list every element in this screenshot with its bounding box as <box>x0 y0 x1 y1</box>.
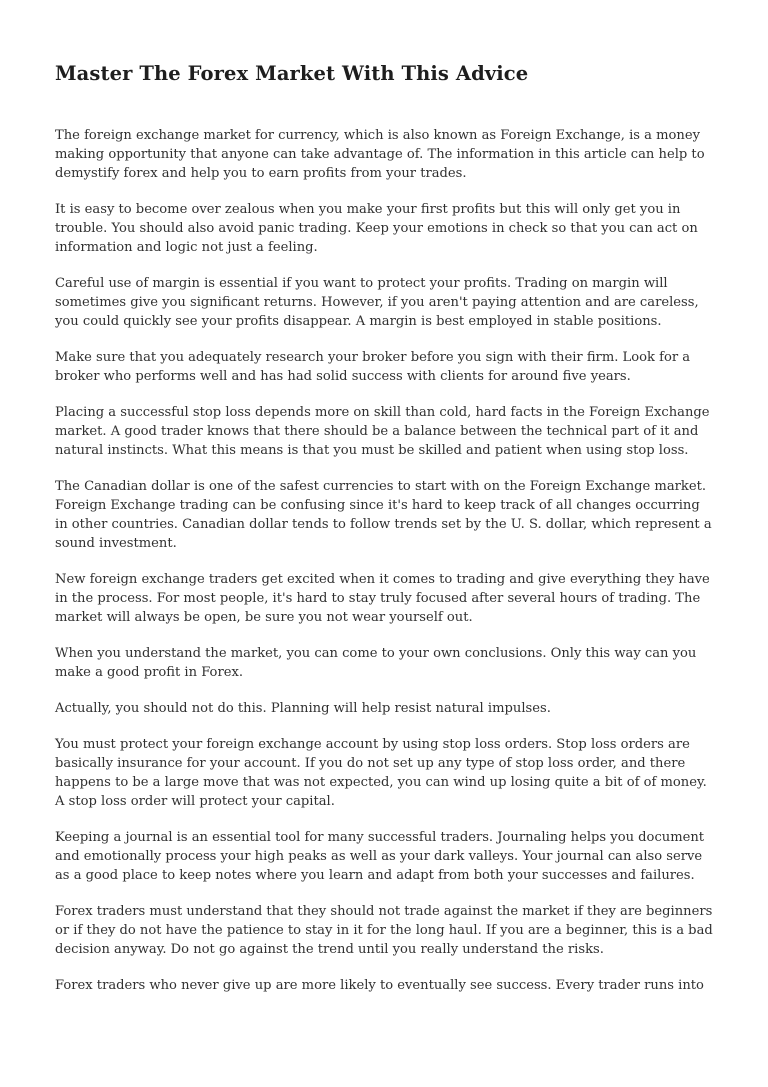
paragraph: Placing a successful stop loss depends more on skill than cold, hard facts in the Foreign Exchange market. A good trader knows that there should be a balance between the technical part of it and natural instincts. What this means is that you must be skilled and patient when using stop loss. <box>55 405 710 458</box>
paragraph: New foreign exchange traders get excited when it comes to trading and give everything they have in the process. For most people, it's hard to stay truly focused after several hours of trading. The market will always be open, be sure you not wear yourself out. <box>55 572 710 625</box>
paragraph: When you understand the market, you can come to your own conclusions. Only this way can you make a good profit in Forex. <box>55 646 697 680</box>
document-title: Master The Forex Market With This Advice <box>55 62 529 85</box>
paragraph: Forex traders who never give up are more likely to eventually see success. Every trader runs into <box>55 978 704 993</box>
paragraph: Make sure that you adequately research your broker before you sign with their firm. Look for a broker who performs well and has had solid success with clients for around five years. <box>55 350 691 384</box>
paragraph: The Canadian dollar is one of the safest currencies to start with on the Foreign Exchange market. Foreign Exchange trading can be confusing since it's hard to keep track of all changes occurring in other countries. Canadian dollar tends to follow trends set by the U. S. dollar, which represent a sound investment. <box>55 479 712 551</box>
paragraph: Careful use of margin is essential if you want to protect your profits. Trading on margin will sometimes give you significant returns. However, if you aren't paying attention and are careless, you could quickly see your profits disappear. A margin is best employed in stable positions. <box>55 276 699 329</box>
paragraph: Keeping a journal is an essential tool for many successful traders. Journaling helps you document and emotionally process your high peaks as well as your dark valleys. Your journal can also serve as a good place to keep notes where you learn and adapt from both your successes and failures. <box>55 830 705 883</box>
paragraph: Actually, you should not do this. Planning will help resist natural impulses. <box>55 701 551 716</box>
paragraph: Forex traders must understand that they should not trade against the market if they are beginners or if they do not have the patience to stay in it for the long haul. If you are a beginner, this is a bad decision anyway. Do not go against the trend until you really understand the risks. <box>55 904 713 957</box>
paragraph: You must protect your foreign exchange account by using stop loss orders. Stop loss orders are basically insurance for your account. If you do not set up any type of stop loss order, and there happens to be a large move that was not expected, you can wind up losing quite a bit of of money. A stop loss order will protect your capital. <box>55 737 707 809</box>
paragraph: The foreign exchange market for currency, which is also known as Foreign Exchange, is a money making opportunity that anyone can take advantage of. The information in this article can help to demystify forex and help you to earn profits from your trades. <box>55 128 705 181</box>
paragraph: It is easy to become over zealous when you make your first profits but this will only get you in trouble. You should also avoid panic trading. Keep your emotions in check so that you can act on information and logic not just a feeling. <box>55 202 698 255</box>
